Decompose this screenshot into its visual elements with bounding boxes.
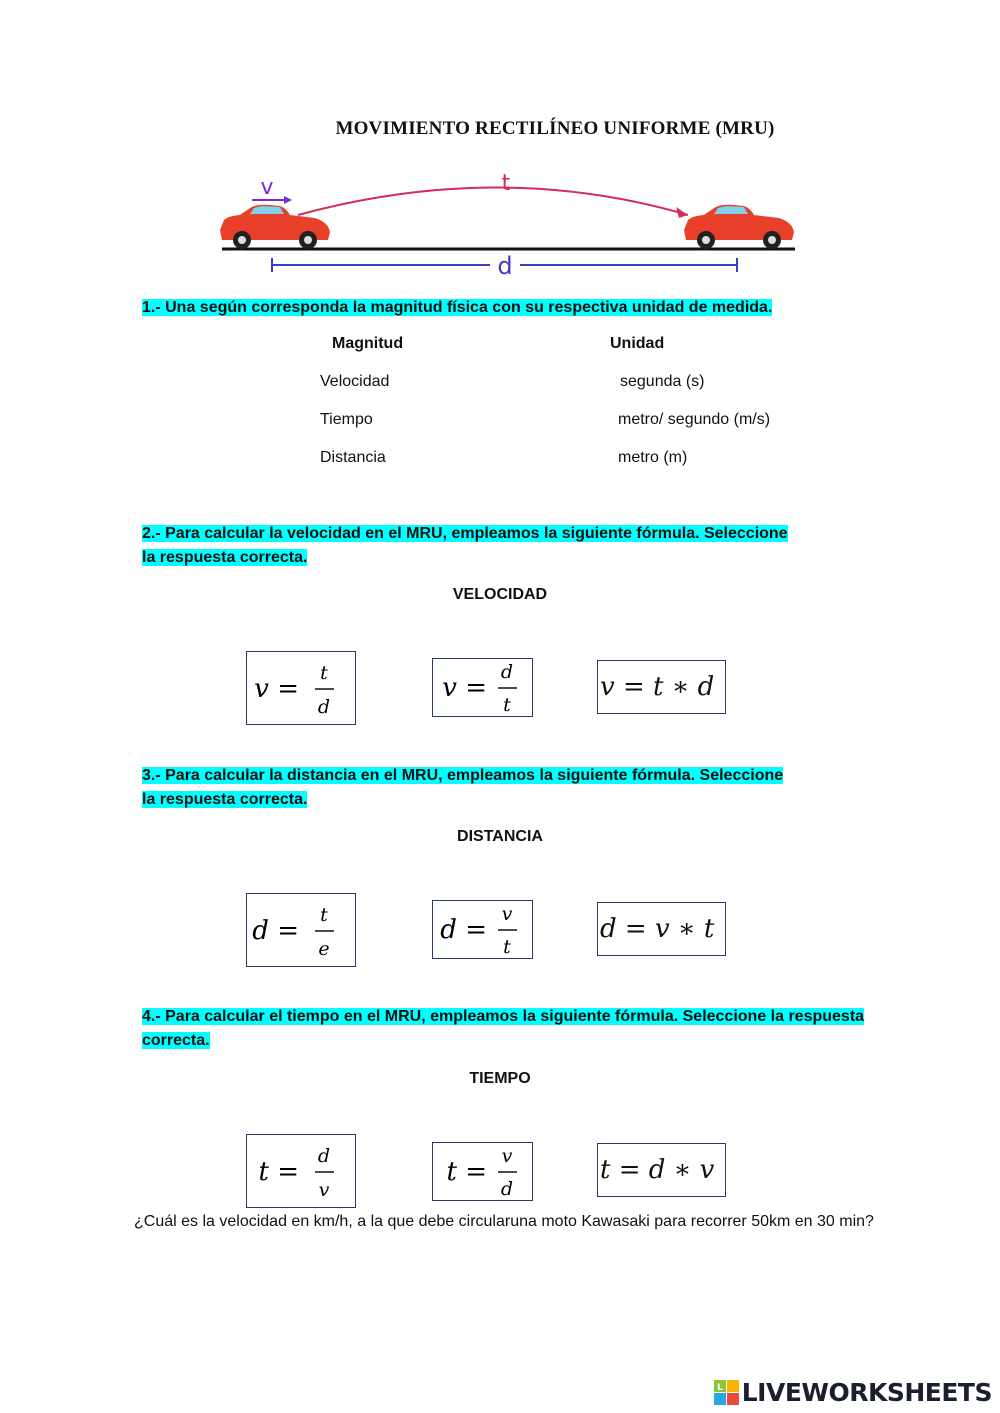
question-3-line2: la respuesta correcta. <box>142 791 308 808</box>
magnitud-item[interactable]: Velocidad <box>320 373 390 390</box>
formula-option-d-v-times-t[interactable]: d = v ∗ t <box>597 902 726 956</box>
question-1 <box>142 296 772 320</box>
question-4-line1: 4.- Para calcular el tiempo en el MRU, empleamos la siguiente fórmula. Seleccione la respuesta <box>142 1008 865 1025</box>
svg-text:e: e <box>318 938 330 960</box>
svg-text:d =: d = <box>252 916 299 946</box>
svg-text:t =: t = <box>446 1157 487 1187</box>
magnitud-item[interactable]: Distancia <box>320 449 386 466</box>
svg-text:t: t <box>320 662 328 684</box>
liveworksheets-logo-icon <box>714 1380 740 1406</box>
liveworksheets-logo <box>714 1378 992 1407</box>
svg-text:d: d <box>317 696 331 718</box>
v-label: v <box>260 175 274 200</box>
formula-option-t-d-over-v[interactable] <box>246 1134 356 1208</box>
unidad-item[interactable]: metro/ segundo (m/s) <box>618 411 771 428</box>
mru-diagram <box>210 170 810 280</box>
d-label: d <box>497 252 513 280</box>
svg-text:t =: t = <box>258 1157 299 1187</box>
question-3-line1: 3.- Para calcular la distancia en el MRU, empleamos la siguiente fórmula. Seleccione <box>142 767 784 784</box>
section-velocidad: VELOCIDAD <box>452 586 548 603</box>
formula-option-v-t-times-d[interactable]: v = t ∗ d <box>597 660 726 714</box>
svg-text:t: t <box>503 694 511 715</box>
page-title: MOVIMIENTO RECTILÍNEO UNIFORME (MRU) <box>335 118 775 139</box>
section-distancia: DISTANCIA <box>457 828 543 845</box>
svg-text:v: v <box>501 1145 513 1167</box>
unidad-item[interactable]: segunda (s) <box>620 373 705 390</box>
svg-text:L: L <box>716 1382 723 1393</box>
col-header-unidad: Unidad <box>610 335 665 352</box>
question-1-text: 1.- Una según corresponda la magnitud física con su respectiva unidad de medida. <box>142 299 773 316</box>
svg-text:d: d <box>500 1178 514 1199</box>
svg-text:v =: v = <box>442 673 487 703</box>
formula-option-t-v-over-d[interactable] <box>432 1142 533 1201</box>
question-2-line1: 2.- Para calcular la velocidad en el MRU, empleamos la siguiente fórmula. Seleccione <box>142 525 788 542</box>
t-label: t <box>501 171 511 196</box>
question-2-line2: la respuesta correcta. <box>142 549 308 566</box>
formula-option-t-d-times-v[interactable]: t = d ∗ v <box>597 1143 726 1197</box>
question-3 <box>142 764 783 812</box>
svg-text:d =: d = <box>440 915 487 945</box>
formula-option-d-v-over-t[interactable] <box>432 900 533 959</box>
question-2 <box>142 522 788 570</box>
svg-text:d: d <box>500 661 514 683</box>
question-4 <box>142 1005 864 1053</box>
svg-text:d: d <box>317 1145 331 1167</box>
magnitud-item[interactable]: Tiempo <box>320 411 373 428</box>
formula-option-d-t-over-e[interactable] <box>246 893 356 967</box>
svg-text:t: t <box>320 904 328 926</box>
formula-option-v-d-over-t[interactable] <box>432 658 533 717</box>
svg-text:v: v <box>318 1179 330 1201</box>
question-5-text: ¿Cuál es la velocidad en km/h, a la que debe circularuna moto Kawasaki para recorrer 50km en 30 min? <box>134 1213 874 1230</box>
car-right-icon <box>684 205 794 249</box>
svg-text:v: v <box>501 903 513 925</box>
unidad-item[interactable]: metro (m) <box>618 449 688 466</box>
liveworksheets-logo-text: LIVEWORKSHEETS <box>741 1378 992 1407</box>
formula-option-v-t-over-d[interactable] <box>246 651 356 725</box>
svg-text:v =: v = <box>254 674 299 704</box>
svg-text:t: t <box>503 936 511 957</box>
section-tiempo: TIEMPO <box>469 1070 531 1087</box>
question-4-line2: correcta. <box>142 1032 210 1049</box>
col-header-magnitud: Magnitud <box>332 335 404 352</box>
